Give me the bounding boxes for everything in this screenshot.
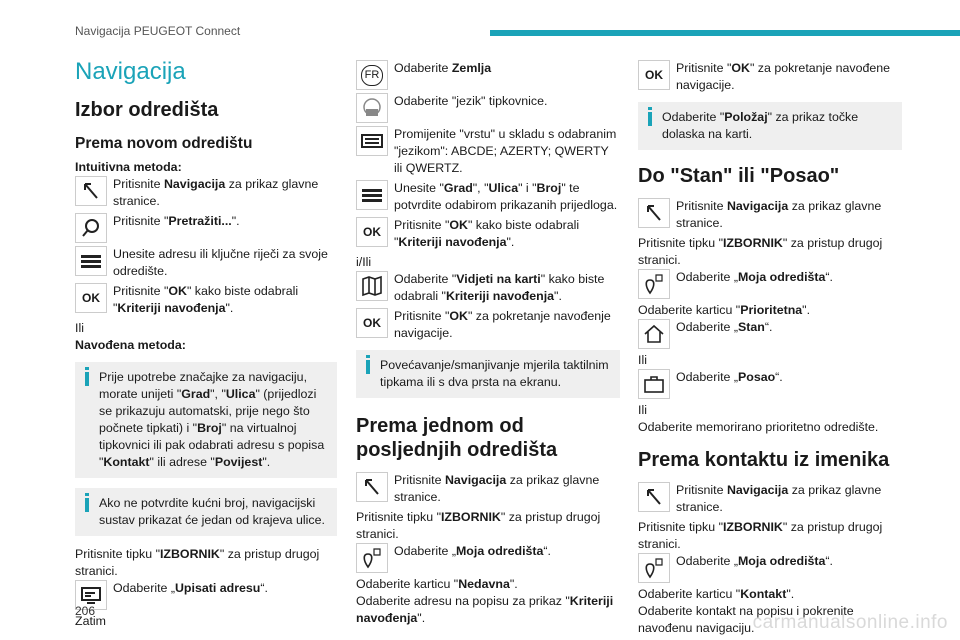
menu-instruction: Pritisnite tipku "IZBORNIK" za pristup drugoj stranici. bbox=[638, 520, 883, 551]
navigation-icon bbox=[75, 176, 107, 206]
heading-home-work: Do "Stan" ili "Posao" bbox=[638, 165, 840, 187]
watermark: carmanualsonline.info bbox=[752, 612, 948, 633]
step-country: FR Odaberite Zemlja bbox=[356, 60, 620, 90]
destination-pin-icon bbox=[356, 543, 388, 573]
page-number: 206 bbox=[75, 604, 96, 618]
ok-icon: OK bbox=[75, 283, 107, 313]
intuitive-label: Intuitivna metoda: bbox=[75, 160, 182, 174]
menu-instruction: Pritisnite tipku "IZBORNIK" za pristup drugoj stranici. bbox=[356, 510, 601, 541]
step-search: Pritisnite "Pretražiti...". bbox=[75, 213, 337, 243]
step-ok-criteria: OK Pritisnite "OK" kako biste odabrali "Kriteriji navođenja". bbox=[356, 217, 620, 251]
info-icon bbox=[85, 498, 89, 512]
menu-instruction: Pritisnite tipku "IZBORNIK" za pristup drugoj stranici. bbox=[75, 547, 320, 578]
heading-destination-choice: Izbor odredišta bbox=[75, 99, 219, 121]
info-icon bbox=[366, 360, 370, 374]
ok-icon: OK bbox=[356, 308, 388, 338]
menu-instruction: Pritisnite tipku "IZBORNIK" za pristup drugoj stranici. bbox=[638, 236, 883, 267]
header-accent-bar bbox=[490, 30, 960, 36]
heading-recent-destination: Prema jednom od posljednjih odredišta bbox=[356, 415, 558, 461]
globe-keyboard-icon bbox=[356, 93, 388, 123]
info-icon bbox=[85, 372, 89, 386]
step-my-destinations: Odaberite „Moja odredišta“. bbox=[356, 543, 620, 573]
destination-pin-icon bbox=[638, 269, 670, 299]
step-navigation: Pritisnite Navigacija za prikaz glavne stranice. bbox=[356, 472, 620, 506]
info-icon bbox=[648, 112, 652, 126]
navigation-icon bbox=[638, 198, 670, 228]
step-enter-address: Unesite adresu ili ključne riječi za svoje odredište. bbox=[75, 246, 337, 280]
note-position: Odaberite "Položaj" za prikaz točke dolaska na karti. bbox=[638, 102, 902, 150]
destination-pin-icon bbox=[638, 553, 670, 583]
note-zoom: Povećavanje/smanjivanje mjerila taktilnim tipkama ili s dva prsta na ekranu. bbox=[356, 350, 620, 398]
home-icon bbox=[638, 319, 670, 349]
column-2: FR Odaberite Zemlja Odaberite "jezik" tipkovnice. Promijenite "vrstu" u skladu s odabranim "jezikom": ABCDE; AZERTY; QWERTY ili QWERTZ. Unesite "Grad", "Ulica" i "Broj" te potvrdite odabirom prikazanih prijedloga. OK Pritisnite "OK" kako biste odabrali "Kriteriji navođenja". i/Ili Odaberite "Vidjeti na karti" kako biste odabrali "Kriteriji navođenja". OK Pritisnite "OK" za pokretanje navođenje navigacije. Povećavanje/smanjivanje mjerila taktilnim tipkama ili s dva prsta na ekranu. Prema jednom od posljednjih odredišta Pritisnite Navigacija za prikaz glavne stranice. Pritisnite tipku "IZBORNIK" za pristup drugoj stranici. Odaberite „Moja odredišta“. Odaberite karticu "Nedavna". Odaberite adresu na popisu za prikaz "Kriteriji navođenja". bbox=[356, 60, 620, 627]
step-my-destinations: Odaberite „Moja odredišta“. bbox=[638, 269, 902, 299]
step-start-navigation: OK Pritisnite "OK" za pokretanje navođenje navigacije. bbox=[356, 308, 620, 342]
heading-new-destination: Prema novom odredištu bbox=[75, 135, 253, 152]
navigation-icon bbox=[638, 482, 670, 512]
column-3: OK Pritisnite "OK" za pokretanje navođene navigacije. Odaberite "Položaj" za prikaz točke dolaska na karti. Do "Stan" ili "Posao" Pritisnite Navigacija za prikaz glavne stranice. Pritisnite tipku "IZBORNIK" za pristup drugoj stranici. Odaberite „Moja odredišta“. Odaberite karticu "Prioritetna". Odaberite „Stan“. Ili Odaberite „Posao“. Ili Odaberite memorirano prioritetno odredište. Prema kontaktu iz imenika Pritisnite Navigacija za prikaz glavne stranice. Pritisnite tipku "IZBORNIK" za pristup drugoj stranici. Odaberite „Moja odredišta“. Odaberite karticu "Kontakt". Odaberite kontakt na popisu i pokrenite navođenu navigaciju. bbox=[638, 60, 902, 637]
ok-icon: OK bbox=[356, 217, 388, 247]
briefcase-icon bbox=[638, 369, 670, 399]
guided-label: Navođena metoda: bbox=[75, 338, 186, 352]
column-1: Navigacija Izbor odredišta Prema novom odredištu Intuitivna metoda: Pritisnite Navigacija za prikaz glavne stranice. Pritisnite "Pretražiti...". Unesite adresu ili ključne riječi za svoje odredište. OK Pritisnite "OK" kako biste odabrali "Kriteriji navođenja". Ili Navođena metoda: Prije upotrebe značajke za navigaciju, morate unijeti "Grad", "Ulica" (prijedlozi se prikazuju automatski, prije nego što počnete tipkati) i "Broj" na virtualnoj tipkovnici ili pak odabrati adresu s popisa "Kontakt" ili adrese "Povijest". Ako ne potvrdite kućni broj, navigacijski sustav prikazat će jedan od krajeva ulice. Pritisnite tipku "IZBORNIK" za pristup drugoj stranici. Odaberite „Upisati adresu“. Zatim bbox=[75, 54, 337, 630]
ok-icon: OK bbox=[638, 60, 670, 90]
step-navigation: Pritisnite Navigacija za prikaz glavne stranice. bbox=[638, 482, 902, 516]
map-icon bbox=[356, 271, 388, 301]
step-navigation: Pritisnite Navigacija za prikaz glavne stranice. bbox=[75, 176, 337, 210]
step-city-street: Unesite "Grad", "Ulica" i "Broj" te potvrdite odabirom prikazanih prijedloga. bbox=[356, 180, 620, 214]
search-icon bbox=[75, 213, 107, 243]
note-house-number: Ako ne potvrdite kućni broj, navigacijski sustav prikazat će jedan od krajeva ulice. bbox=[75, 488, 337, 536]
navigation-icon bbox=[356, 472, 388, 502]
step-my-destinations: Odaberite „Moja odredišta“. bbox=[638, 553, 902, 583]
step-see-on-map: Odaberite "Vidjeti na karti" kako biste odabrali "Kriteriji navođenja". bbox=[356, 271, 620, 305]
step-home: Odaberite „Stan“. bbox=[638, 319, 902, 349]
keyboard-icon bbox=[356, 126, 388, 156]
heading-contact: Prema kontaktu iz imenika bbox=[638, 449, 890, 471]
step-start-navigation: OK Pritisnite "OK" za pokretanje navođene navigacije. bbox=[638, 60, 902, 94]
country-fr-icon: FR bbox=[356, 60, 388, 90]
step-work: Odaberite „Posao“. bbox=[638, 369, 902, 399]
step-enter-address-menu: Odaberite „Upisati adresu“. bbox=[75, 580, 337, 610]
note-guided: Prije upotrebe značajke za navigaciju, morate unijeti "Grad", "Ulica" (prijedlozi se prikazuju automatski, prije nego što počnete tipkati) i "Broj" na virtualnoj tipkovnici ili pak odabrati adresu s popisa "Kontakt" ili adrese "Povijest". bbox=[75, 362, 337, 478]
step-keyboard-language: Odaberite "jezik" tipkovnice. bbox=[356, 93, 620, 123]
section-title: Navigacija bbox=[75, 58, 186, 85]
running-header: Navigacija PEUGEOT Connect bbox=[75, 24, 241, 38]
step-keyboard-type: Promijenite "vrstu" u skladu s odabranim "jezikom": ABCDE; AZERTY; QWERTY ili QWERTZ. bbox=[356, 126, 620, 177]
keyboard-icon bbox=[356, 180, 388, 210]
step-navigation: Pritisnite Navigacija za prikaz glavne stranice. bbox=[638, 198, 902, 232]
keyboard-icon bbox=[75, 246, 107, 276]
step-ok-criteria: OK Pritisnite "OK" kako biste odabrali "Kriteriji navođenja". bbox=[75, 283, 337, 317]
